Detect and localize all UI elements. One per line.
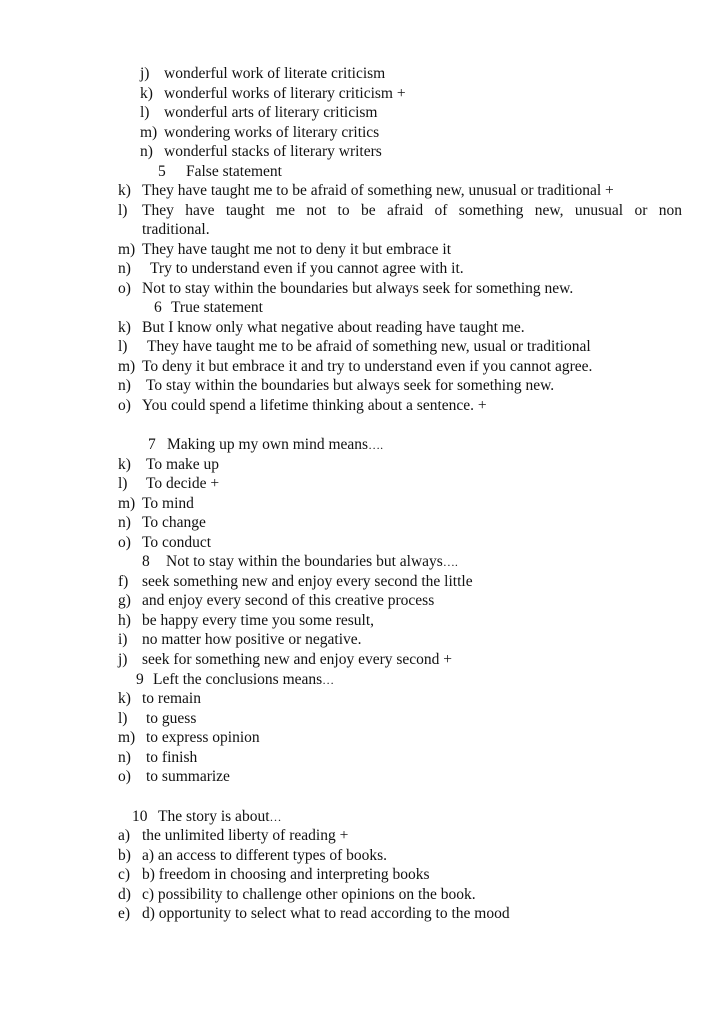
option-text: To mind: [142, 495, 194, 512]
option-label: l): [140, 104, 150, 121]
option-label: g): [118, 592, 131, 609]
q6-option-o: [118, 396, 487, 416]
q4-option-m: [140, 123, 379, 143]
ellipsis: ….: [368, 438, 384, 452]
option-text: But I know only what negative about reading have taught me.: [142, 319, 525, 336]
option-label: i): [118, 631, 128, 648]
option-text: To conduct: [142, 534, 212, 551]
q7-option-k: [118, 455, 219, 475]
option-label: k): [118, 182, 131, 199]
option-text: wonderful works of literary criticism +: [164, 85, 406, 102]
question-number: 9: [136, 671, 144, 688]
option-text: Not to stay within the boundaries but always seek for something new.: [142, 280, 574, 297]
option-text: and enjoy every second of this creative process: [142, 592, 435, 609]
option-label: m): [140, 124, 158, 141]
q5-option-m: [118, 240, 451, 260]
option-label: n): [118, 749, 131, 766]
q7-option-m: [118, 494, 194, 514]
option-text: wondering works of literary critics: [164, 124, 380, 141]
option-label: l): [118, 338, 128, 355]
question-number: 10: [132, 808, 148, 825]
option-label: k): [118, 319, 131, 336]
option-text: wonderful stacks of literary writers: [164, 143, 382, 160]
q8-option-f: [118, 572, 473, 592]
option-text: They have taught me to be afraid of something new, usual or traditional: [147, 338, 591, 355]
option-text: be happy every time you some result,: [142, 612, 375, 629]
question-title: Not to stay within the boundaries but always: [166, 553, 443, 570]
option-text: to guess: [146, 710, 197, 727]
q4-option-l: [140, 103, 377, 123]
option-label: n): [140, 143, 153, 160]
q10-option-b: [118, 846, 387, 866]
option-text: no matter how positive or negative.: [142, 631, 362, 648]
option-label: l): [118, 475, 128, 492]
option-label: h): [118, 612, 131, 629]
option-label: m): [118, 241, 136, 258]
q8-heading: [142, 552, 458, 573]
option-text: to summarize: [146, 768, 230, 785]
q7-option-l: [118, 474, 219, 494]
option-text: b) freedom in choosing and interpreting books: [142, 866, 430, 883]
option-text: To change: [142, 514, 206, 531]
option-label: k): [118, 690, 131, 707]
question-number: 6: [154, 299, 162, 316]
q5-option-l: [118, 201, 682, 221]
option-text: the unlimited liberty of reading +: [142, 827, 349, 844]
q5-option-l-continued: traditional.: [142, 221, 210, 238]
q10-heading: [132, 807, 282, 828]
option-text: a) an access to different types of books.: [142, 847, 388, 864]
option-text: To decide +: [146, 475, 220, 492]
question-number: 7: [148, 436, 156, 453]
q10-option-c: [118, 865, 430, 885]
option-text: to finish: [146, 749, 198, 766]
option-text: They have taught me to be afraid of something new, unusual or traditional +: [142, 182, 614, 199]
q4-option-n: [140, 142, 382, 162]
q4-option-j: [140, 64, 385, 84]
option-label: d): [118, 886, 131, 903]
question-title: Left the conclusions means: [153, 671, 323, 688]
q7-option-n: [118, 513, 206, 533]
q5-option-n: [118, 259, 464, 279]
q5-heading: [158, 162, 282, 182]
q9-heading: [136, 670, 334, 691]
q5-option-k: [118, 181, 614, 201]
option-label: k): [118, 456, 131, 473]
option-label: m): [118, 495, 136, 512]
q8-option-i: [118, 630, 362, 650]
q10-option-a: [118, 826, 348, 846]
q4-option-k: [140, 84, 406, 104]
option-text: To deny it but embrace it and try to understand even if you cannot agree.: [142, 358, 593, 375]
question-title: False statement: [186, 163, 282, 180]
q6-option-m: [118, 357, 592, 377]
q9-option-k: [118, 689, 201, 709]
question-number: 5: [158, 163, 166, 180]
q8-option-h: [118, 611, 374, 631]
option-label: o): [118, 280, 131, 297]
option-label: a): [118, 827, 131, 844]
question-title: Making up my own mind means: [167, 436, 369, 453]
option-label: o): [118, 534, 131, 551]
option-text: to express opinion: [146, 729, 260, 746]
option-text: To stay within the boundaries but always seek for something new.: [146, 377, 555, 394]
option-text: c) possibility to challenge other opinions on the book.: [142, 886, 476, 903]
option-label: k): [140, 85, 153, 102]
option-text: To make up: [146, 456, 219, 473]
q9-option-m: [118, 728, 260, 748]
q5-option-o: [118, 279, 573, 299]
option-label: e): [118, 905, 131, 922]
option-label: l): [118, 710, 128, 727]
option-text: seek for something new and enjoy every second +: [142, 651, 453, 668]
option-label: c): [118, 866, 131, 883]
option-text: wonderful work of literate criticism: [164, 65, 386, 82]
option-text: seek something new and enjoy every second the little: [142, 573, 473, 590]
option-label: m): [118, 729, 136, 746]
q6-heading: [154, 298, 263, 318]
option-text: You could spend a lifetime thinking about a sentence. +: [142, 397, 487, 414]
option-text: They have taught me not to deny it but embrace it: [142, 241, 452, 258]
q10-option-d: [118, 885, 476, 905]
option-label: m): [118, 358, 136, 375]
q9-option-l: [118, 709, 196, 729]
option-label: o): [118, 397, 131, 414]
option-label: b): [118, 847, 131, 864]
ellipsis: …: [322, 673, 335, 687]
option-text: d) opportunity to select what to read according to the mood: [142, 905, 510, 922]
option-label: l): [118, 202, 128, 219]
q6-option-l: [118, 337, 591, 357]
question-number: 8: [142, 553, 150, 570]
option-label: j): [118, 651, 128, 668]
q10-option-e: [118, 904, 510, 924]
option-label: n): [118, 377, 131, 394]
option-label: n): [118, 514, 131, 531]
q9-option-o: [118, 767, 230, 787]
q7-heading: [148, 435, 383, 456]
q8-option-g: [118, 591, 434, 611]
option-label: o): [118, 768, 131, 785]
ellipsis: …: [269, 810, 282, 824]
q6-option-k: [118, 318, 525, 338]
question-title: The story is about: [158, 808, 270, 825]
q6-option-n: [118, 376, 554, 396]
option-text: to remain: [142, 690, 201, 707]
option-text: Try to understand even if you cannot agree with it.: [150, 260, 464, 277]
option-label: j): [140, 65, 150, 82]
question-title: True statement: [171, 299, 263, 316]
ellipsis: ….: [442, 555, 458, 569]
option-text: They have taught me not to be afraid of something new, unusual or non: [142, 202, 682, 219]
q8-option-j: [118, 650, 452, 670]
q9-option-n: [118, 748, 197, 768]
option-label: n): [118, 260, 131, 277]
option-label: f): [118, 573, 129, 590]
q7-option-o: [118, 533, 211, 553]
option-text: wonderful arts of literary criticism: [164, 104, 378, 121]
